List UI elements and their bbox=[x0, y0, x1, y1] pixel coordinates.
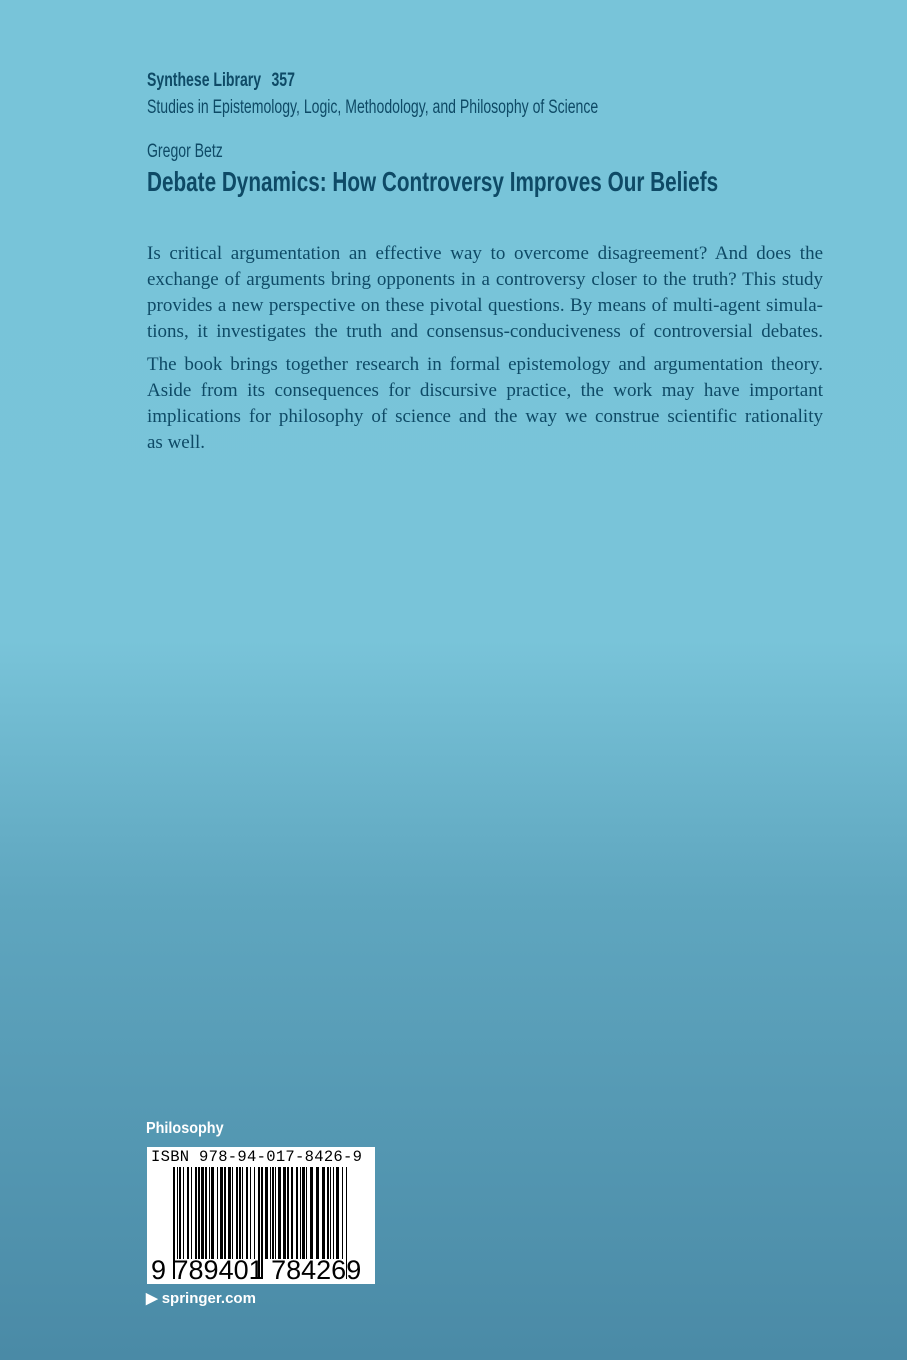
barcode-bar bbox=[342, 1167, 343, 1259]
barcode-bar bbox=[302, 1167, 305, 1259]
barcode-bar bbox=[291, 1167, 293, 1259]
text-line: as well. bbox=[147, 432, 206, 453]
barcode-bar bbox=[300, 1167, 301, 1259]
barcode-bar bbox=[198, 1167, 200, 1259]
barcode-bar bbox=[177, 1167, 178, 1259]
barcode-bar bbox=[232, 1167, 233, 1259]
text-line: exchange of arguments bring opponents in a controversy closer to the truth? This study bbox=[147, 269, 823, 290]
barcode-bar bbox=[322, 1167, 325, 1259]
category-label: Philosophy bbox=[146, 1120, 224, 1137]
text-line: Is critical argumentation an effective way to overcome disagreement? And does the bbox=[147, 243, 823, 264]
barcode-bar bbox=[310, 1167, 313, 1259]
barcode-bar bbox=[327, 1167, 329, 1259]
text-line: tions, it investigates the truth and consensus-conduciveness of controversial debates. bbox=[147, 321, 823, 342]
barcode-bar bbox=[236, 1167, 238, 1259]
barcode-bar bbox=[287, 1167, 289, 1259]
barcode-bar bbox=[195, 1167, 197, 1259]
barcode-bar bbox=[283, 1167, 286, 1259]
barcode-bar bbox=[183, 1167, 184, 1259]
barcode-bar bbox=[209, 1167, 210, 1259]
barcode-bar bbox=[179, 1167, 181, 1259]
barcode-bar bbox=[296, 1167, 298, 1259]
series-heading bbox=[147, 70, 295, 92]
barcode-digits: 9 789401 784269 bbox=[151, 1255, 362, 1285]
barcode-bar bbox=[224, 1167, 226, 1259]
isbn-label: ISBN 978-94-017-8426-9 bbox=[151, 1148, 363, 1166]
book-title: Debate Dynamics: How Controversy Improves Our Beliefs bbox=[147, 166, 719, 197]
barcode-bar bbox=[270, 1167, 271, 1259]
barcode-bar bbox=[246, 1167, 248, 1259]
barcode-bar bbox=[272, 1167, 274, 1259]
barcode-bar bbox=[187, 1167, 189, 1259]
series-name: Synthese Library bbox=[147, 70, 262, 91]
barcode-bar bbox=[220, 1167, 223, 1259]
barcode-bar bbox=[239, 1167, 241, 1259]
series-subtitle: Studies in Epistemology, Logic, Methodology, and Philosophy of Science bbox=[147, 97, 599, 118]
blurb-paragraph-2 bbox=[147, 352, 823, 456]
barcode-bar bbox=[275, 1167, 276, 1259]
barcode-bar bbox=[333, 1167, 334, 1259]
barcode-bar bbox=[211, 1167, 214, 1259]
barcode-bar bbox=[228, 1167, 231, 1259]
website-text: springer.com bbox=[161, 1290, 256, 1307]
barcode-bar bbox=[242, 1167, 243, 1259]
barcode-bar bbox=[336, 1167, 339, 1259]
barcode-bar bbox=[316, 1167, 319, 1259]
blurb-paragraph-1 bbox=[147, 241, 823, 345]
website-link[interactable] bbox=[146, 1289, 256, 1307]
barcode-bar bbox=[205, 1167, 207, 1259]
barcode-bar bbox=[330, 1167, 331, 1259]
barcode-bar bbox=[191, 1167, 192, 1259]
series-number: 357 bbox=[271, 70, 295, 91]
barcode-bar bbox=[217, 1167, 218, 1259]
text-line: implications for philosophy of science and the way we construe scientific rationality bbox=[147, 406, 823, 427]
text-line: provides a new perspective on these pivotal questions. By means of multi-agent simula- bbox=[147, 295, 823, 316]
barcode-bar bbox=[306, 1167, 307, 1259]
arrow-icon: ▶ bbox=[146, 1290, 158, 1307]
isbn-barcode bbox=[147, 1147, 375, 1284]
barcode-bar bbox=[265, 1167, 268, 1259]
author: Gregor Betz bbox=[147, 141, 223, 162]
text-line: Aside from its consequences for discursive practice, the work may have important bbox=[147, 380, 823, 401]
barcode-bar bbox=[250, 1167, 251, 1259]
barcode-bar bbox=[201, 1167, 204, 1259]
text-line: The book brings together research in formal epistemology and argumentation theory. bbox=[147, 354, 823, 375]
barcode-bar bbox=[254, 1167, 255, 1259]
barcode-bar bbox=[278, 1167, 281, 1259]
